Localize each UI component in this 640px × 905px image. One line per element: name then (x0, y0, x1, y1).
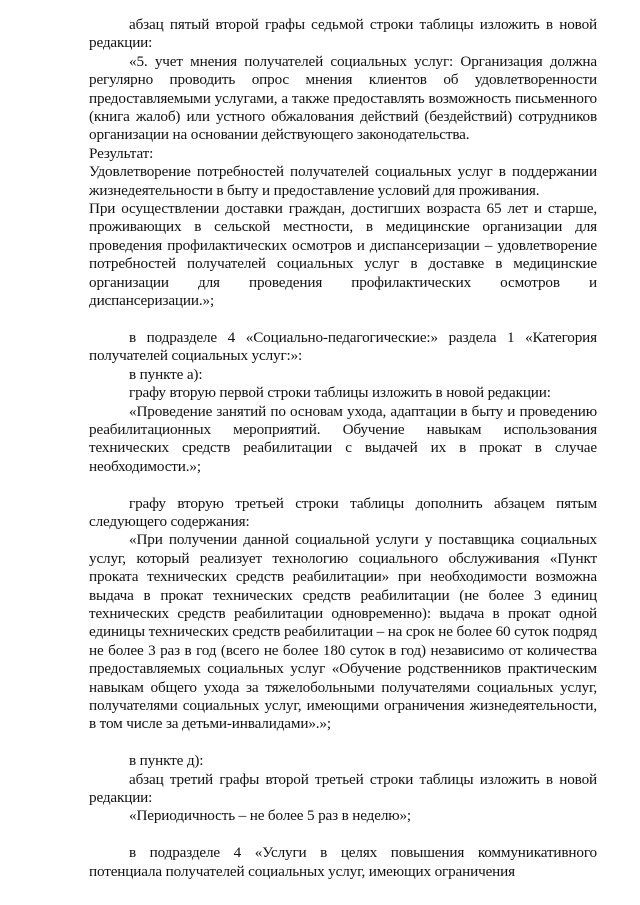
paragraph-third-abzac: абзац третий графы второй третьей строки таблицы изложить в новой редакции: (89, 770, 597, 807)
paragraph-column-two-third-row: графу вторую третьей строки таблицы дополнить абзацем пятым следующего содержания: (89, 494, 597, 530)
paragraph-quote-periodicity: «Периодичность – не более 5 раз в неделю»; (129, 807, 411, 825)
document-page (89, 16, 597, 881)
paragraph-amend-fifth-abzac: абзац пятый второй графы седьмой строки таблицы изложить в новой редакции: (89, 16, 597, 52)
paragraph-subsection-4-communication: в подразделе 4 «Услуги в целях повышения коммуникативного потенциала получателей социальных услуг, имеющих ограничения (89, 844, 597, 880)
paragraph-quote-feedback: «5. учет мнения получателей социальных услуг: Организация должна регулярно проводить опрос мнения клиентов об удовлетворенности предоставляемыми услугами, а также предоставлять возможность письменного (книга жалоб) или устного обжалования действий (бездействий) сотрудников организации на основании действующего законодательства. (89, 52, 597, 144)
paragraph-result-label: Результат: (89, 144, 154, 162)
paragraph-subsection-4: в подразделе 4 «Социально-педагогические:» раздела 1 «Категория получателей социальных услуг:»: (89, 328, 597, 365)
paragraph-column-two-first-row: графу вторую первой строки таблицы изложить в новой редакции: (129, 384, 551, 402)
paragraph-result-text: Удовлетворение потребностей получателей социальных услуг в поддержании жизнедеятельности в быту и предоставление условий для проживания. (89, 163, 597, 199)
paragraph-quote-rental: «При получении данной социальной услуги у поставщика социальных услуг, который реализует технологию социального обслуживания «Пункт проката технических средств реабилитации» при необходимости возможна выдача в прокат технических средств реабилитации (не более 3 единиц технических средств реабилитации одновременно): выдача в прокат одной единицы технических средств реабилитации – на срок не более 60 суток подряд не более 3 раз в год (всего не более 180 суток в год) независимо от количества предоставляемых социальных услуг «Обучение родственников практическим навыкам общего ухода за тяжелобольными получателями социальных услуг, получателями социальных услуг, имеющими ограничения жизнедеятельности, в том числе за детьми-инвалидами».»; (89, 531, 597, 733)
paragraph-quote-lessons: «Проведение занятий по основам ухода, адаптации в быту и проведению реабилитационных мероприятий. Обучение навыкам использования технических средств реабилитации с выдачей их в прокат в случае необходимости.»; (89, 402, 597, 475)
paragraph-point-d: в пункте д): (129, 752, 204, 770)
paragraph-delivery: При осуществлении доставки граждан, достигших возраста 65 лет и старше, проживающих в сельской местности, в медицинские организации для проведения профилактических осмотров и диспансеризации – удовлетворение потребностей получателей социальных услуг в доставке в медицинские организации для проведения профилактических осмотров и диспансеризации.»; (89, 200, 597, 310)
paragraph-point-a: в пункте а): (129, 365, 203, 383)
